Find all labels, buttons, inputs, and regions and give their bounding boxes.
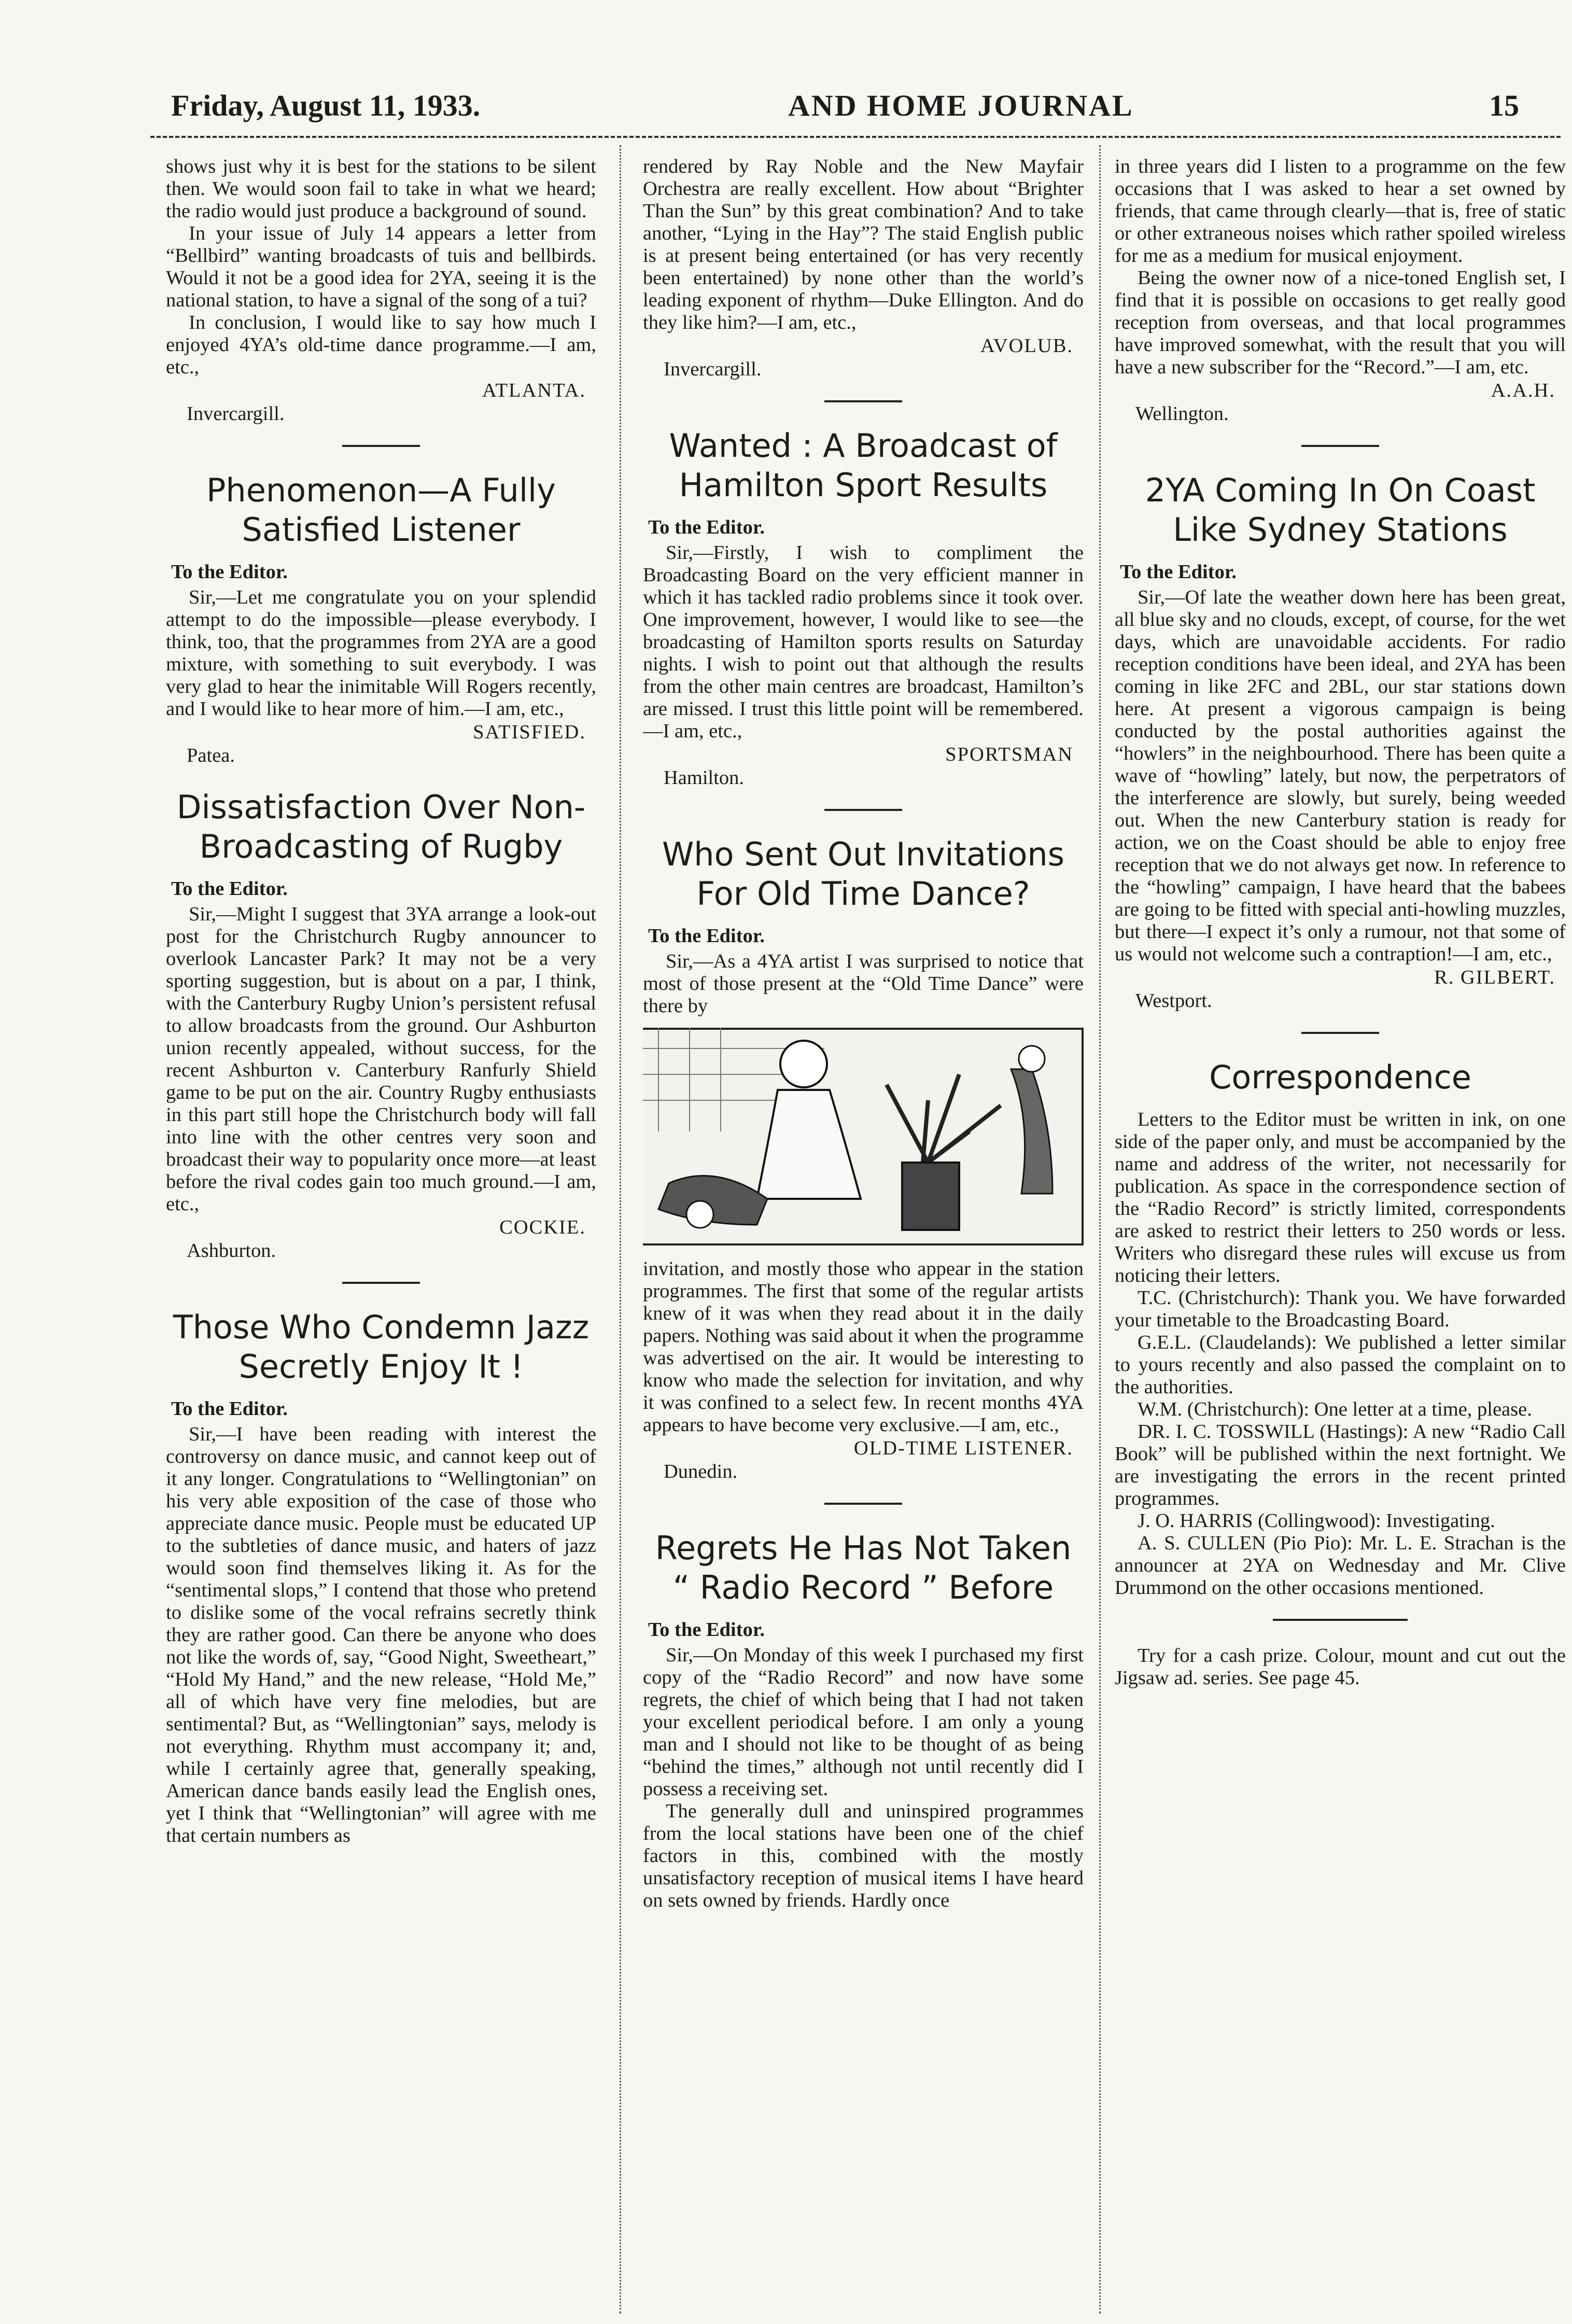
letter-signature: AVOLUB.	[980, 335, 1073, 357]
section-divider	[824, 1503, 902, 1505]
letter-salutation: To the Editor.	[171, 561, 288, 583]
column-2	[643, 156, 1084, 2314]
letter-signature: SATISFIED.	[473, 721, 586, 743]
column-1	[166, 156, 596, 2314]
letter-paragraph: Sir,—Firstly, I wish to compliment the Broadcasting Board on the very efficient manner in which it has tackled radio problems since it took over. One improvement, however, I would like to see—the broadcasting of Hamilton sports results on Saturday nights. I wish to point out that although the results from the other main centres are broadcast, Hamilton’s are missed. I trust this little point will be remembered.—I am, etc.,	[643, 542, 1084, 742]
letter-salutation: To the Editor.	[648, 925, 765, 947]
letter-heading: Regrets He Has Not Taken “ Radio Record ” Before	[655, 1529, 1072, 1606]
letter-place: Hamilton.	[664, 767, 745, 789]
column-divider	[1099, 145, 1101, 2314]
correspondence-notice	[1115, 1058, 1566, 1599]
letter-salutation: To the Editor.	[648, 1619, 765, 1641]
letter-paragraph: invitation, and mostly those who appear in the station programmes. The first that some of the regular artists knew of it was when they read about it in the daily papers. Nothing was said about it when the programme was advertised on the air. It would be interesting to know who made the selection for invitation, and why it was confined to a select few. In recent months 4YA appears to have become very exclusive.—I am, etc.,	[643, 1258, 1084, 1436]
header-rule	[150, 136, 1561, 138]
letter-signature: ATLANTA.	[482, 380, 586, 401]
letter-heading: 2YA Coming In On Coast Like Sydney Stations	[1145, 471, 1536, 549]
letter-heading: Dissatisfaction Over Non-Broadcasting of Rugby	[176, 788, 586, 865]
letter-paragraph: In conclusion, I would like to say how much I enjoyed 4YA’s old-time dance programme.—I am, etc.,	[166, 312, 596, 378]
letter-paragraph: Sir,—Of late the weather down here has been great, all blue sky and no clouds, except, of course, for the wet days, which are unavoidable accidents. For radio reception conditions have been ideal, and 2YA has been coming in like 2FC and 2BL, our star stations down here. At present a vigorous campaign is being conducted by the postal authorities against the “howlers” in the neighbourhood. There has been quite a wave of “howling” lately, but now, the perpetrators of the interference are slowly, but surely, being weeded out. When the new Canterbury station is ready for action, we on the Coast should be able to enjoy free reception that we do not always get now. In reference to the “howling” campaign, I have heard that the babees are going to be fitted with special anti-howling muzzles, but there—I expect it’s only a rumour, not that some of us would not welcome such a contraption!—I am, etc.,	[1115, 586, 1566, 965]
letter-salutation: To the Editor.	[1120, 561, 1237, 583]
correspondence-rules: Letters to the Editor must be written in ink, on one side of the paper only, and must be accompanied by the name and address of the writer, not necessarily for publication. As space in the correspondence section of the “Radio Record” is strictly limited, correspondents are asked to restrict their letters to 250 words or less. Writers who disregard these rules will excuse us from noticing their letters.	[1115, 1109, 1566, 1286]
letter-signature: SPORTSMAN	[945, 744, 1073, 765]
letter-place: Invercargill.	[664, 358, 762, 380]
letter-paragraph: The generally dull and uninspired programmes from the local stations have been one of the chief factors in this, combined with the mostly unsatisfactory reception of musical items I have heard on sets owned by friends. Hardly once	[643, 1800, 1084, 1911]
section-divider	[342, 445, 420, 447]
letter-place: Invercargill.	[187, 403, 285, 425]
letter-signature: A.A.H.	[1491, 380, 1555, 401]
page-header	[150, 83, 1561, 130]
letter-paragraph: in three years did I listen to a programme on the few occasions that I was asked to hear a set owned by friends, that came through clearly—that is, free of static or other extraneous noises which rather spoiled wireless for me as a medium for musical enjoyment.	[1115, 156, 1566, 267]
letter-signature: R. GILBERT.	[1434, 967, 1555, 988]
letter-place: Ashburton.	[187, 1240, 276, 1262]
letter-paragraph: In your issue of July 14 appears a letter from “Bellbird” wanting broadcasts of tuis and bellbirds. Would it not be a good idea for 2YA, seeing it is the national station, to have a signal of the song of a tui?	[166, 222, 596, 311]
letter-heading: Phenomenon—A Fully Satisfied Listener	[206, 471, 556, 549]
reply-item: T.C. (Christchurch): Thank you. We have forwarded your timetable to the Broadcasting Board.	[1115, 1287, 1566, 1331]
reply-item: W.M. (Christchurch): One letter at a time, please.	[1138, 1398, 1532, 1420]
letter-place: Westport.	[1135, 990, 1212, 1012]
letter-paragraph: Sir,—I have been reading with interest the controversy on dance music, and cannot keep out of it any longer. Congratulations to “Wellingtonian” on his very able exposition of the case of those who appreciate dance music. People must be educated UP to the subtleties of dance music, and haters of jazz would soon find themselves liking it. As for the “sentimental slops,” I contend that those who pretend to dislike some of the vocal refrains secretly think they are rather good. Can there be anyone who does not like the words of, say, “Good Night, Sweetheart,” “Hold My Hand,” and the new release, “Hold Me,” all of which have very fine melodies, but are sentimental? But, as “Wellingtonian” says, melody is not everything. Rhythm must accompany it; and, while I certainly agree that, generally speaking, American dance bands easily lead the English ones, yet I think that “Wellingtonian” will agree with me that certain numbers as	[166, 1423, 596, 1846]
reply-item: A. S. CULLEN (Pio Pio): Mr. L. E. Strachan is the announcer at 2YA on Wednesday and Mr. Clive Drummond on the other occasions mentioned.	[1115, 1532, 1566, 1599]
letter-salutation: To the Editor.	[171, 1398, 288, 1420]
section-divider	[824, 809, 902, 811]
letter-heading: Who Sent Out Invitations For Old Time Dance?	[662, 835, 1065, 913]
letter-paragraph: Sir,—Let me congratulate you on your splendid attempt to do the impossible—please everybody. I think, too, that the programmes from 2YA are a good mixture, with something to suit everybody. I was very glad to hear the inimitable Will Rogers recently, and I would like to hear more of him.—I am, etc.,	[166, 586, 596, 720]
letter-heading: Those Who Condemn Jazz Secretly Enjoy It !	[173, 1308, 590, 1385]
section-divider	[1301, 1032, 1379, 1034]
letter-signature: OLD-TIME LISTENER.	[853, 1437, 1073, 1459]
reply-item: J. O. HARRIS (Collingwood): Investigating.	[1138, 1510, 1495, 1532]
column-3	[1115, 156, 1566, 2314]
dance-cartoon-illustration	[643, 1028, 1084, 1245]
letter-heading: Wanted : A Broadcast of Hamilton Sport Results	[669, 427, 1058, 504]
section-divider	[1273, 1619, 1408, 1621]
section-divider	[824, 400, 902, 402]
reply-item: DR. I. C. TOSSWILL (Hastings): A new “Radio Call Book” will be published within the next fortnight. We are investigating the errors in the recent printed programmes.	[1115, 1421, 1566, 1509]
letter-paragraph: Sir,—On Monday of this week I purchased my first copy of the “Radio Record” and now have some regrets, the chief of which being that I had not taken your excellent periodical before. I am only a young man and I should not like to be thought of as being “behind the times,” although not until recently did I possess a receiving set.	[643, 1644, 1084, 1800]
page-number: 15	[1489, 89, 1519, 122]
letter-salutation: To the Editor.	[171, 878, 288, 900]
letter-salutation: To the Editor.	[648, 516, 765, 538]
letter-paragraph: Being the owner now of a nice-toned English set, I find that it is possible on occasions to get really good reception from overseas, and that local programmes have improved somewhat, with the result that you will have a new subscriber for the “Record.”—I am, etc.	[1115, 267, 1566, 378]
letter-paragraph: shows just why it is best for the stations to be silent then. We would soon fail to take in what we heard; the radio would just produce a background of sound.	[166, 156, 596, 222]
letter-paragraph: Sir,—As a 4YA artist I was surprised to notice that most of those present at the “Old Time Dance” were there by	[643, 950, 1084, 1017]
section-divider	[1301, 445, 1379, 447]
letter-place: Dunedin.	[664, 1461, 738, 1482]
issue-date: Friday, August 11, 1933.	[171, 89, 481, 122]
masthead: AND HOME JOURNAL	[788, 89, 1134, 122]
letter-paragraph: Sir,—Might I suggest that 3YA arrange a look-out post for the Christchurch Rugby announcer to overlook Lancaster Park? It may not be a very sporting suggestion, but is about on a par, I think, with the Canterbury Rugby Union’s persistent refusal to allow broadcasts from the ground. Our Ashburton union recently appealed, without success, for the recent Ashburton v. Canterbury Ranfurly Shield game to be put on the air. Country Rugby enthusiasts in this part still hope the Christchurch body will fall into line with the other centres very soon and broadcast their way to popularity once more—at least before the rival codes gain too much ground.—I am, etc.,	[166, 903, 596, 1215]
column-divider	[620, 145, 621, 2314]
letter-place: Wellington.	[1135, 403, 1229, 425]
jigsaw-promo: Try for a cash prize. Colour, mount and cut out the Jigsaw ad. series. See page 45.	[1115, 1645, 1566, 1689]
letter-paragraph: rendered by Ray Noble and the New Mayfair Orchestra are really excellent. How about “Brighter Than the Sun” by this great combination? And to take another, “Lying in the Hay”? The staid English public is at present being entertained (or has very recently been entertained) by none other than the world’s leading exponent of rhythm—Duke Ellington. And do they like him?—I am, etc.,	[643, 156, 1084, 333]
letter-signature: COCKIE.	[499, 1216, 586, 1238]
section-divider	[342, 1282, 420, 1284]
letter-place: Patea.	[187, 745, 235, 766]
reply-item: G.E.L. (Claudelands): We published a letter similar to yours recently and also passed the complaint on to the authorities.	[1115, 1332, 1566, 1398]
correspondence-heading: Correspondence	[1209, 1058, 1471, 1096]
